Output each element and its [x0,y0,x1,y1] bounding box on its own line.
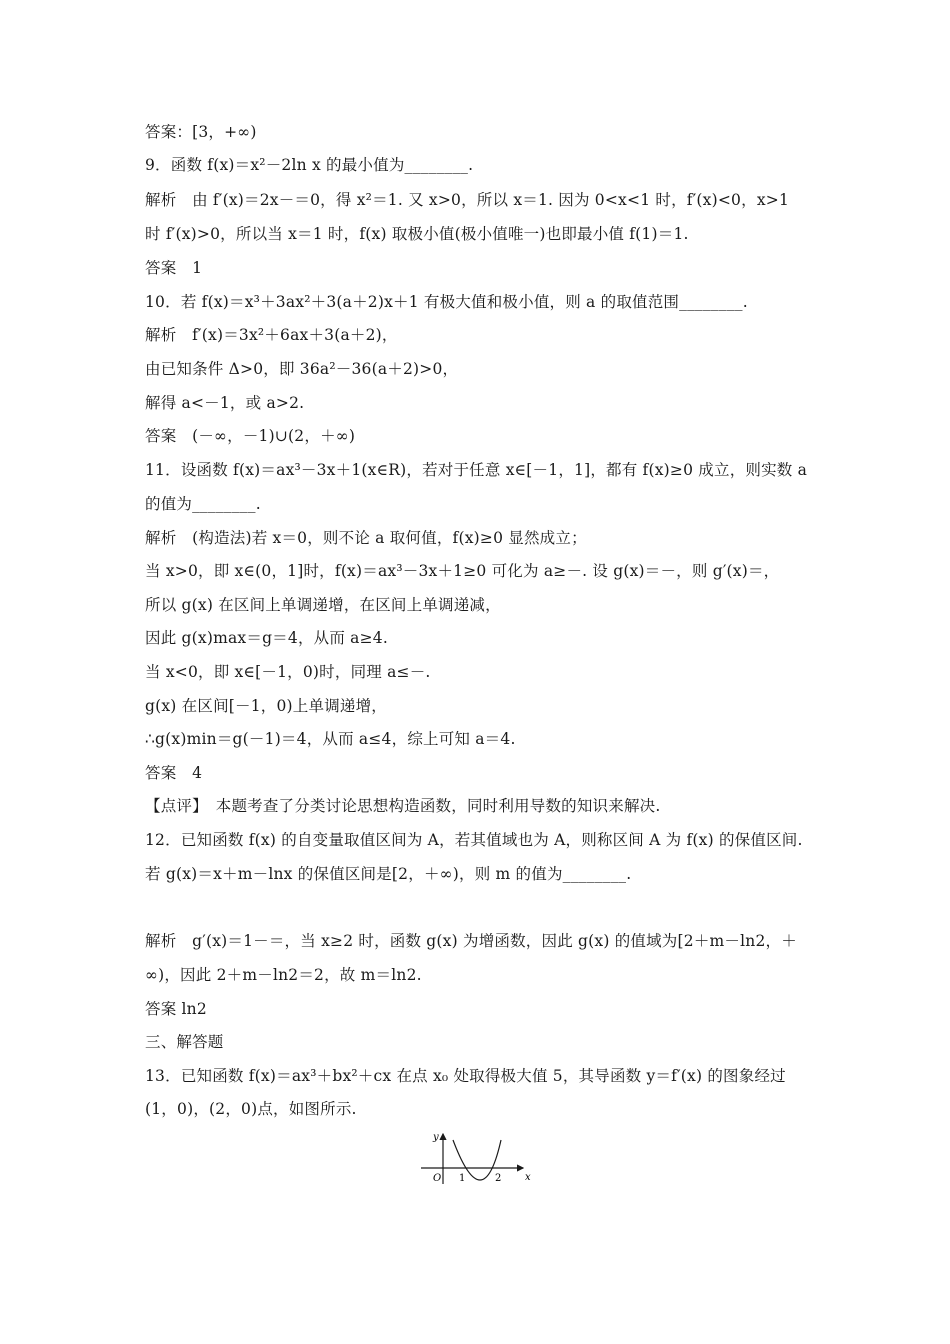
answer-11: 答案 4 [145,764,203,782]
question-12-line-1: 12．已知函数 f(x) 的自变量取值区间为 A，若其值域也为 A，则称区间 A 为 f(x) 的保值区间. [145,831,803,849]
x-tick-2: 2 [495,1173,502,1184]
solution-11-line-7: ∴g(x)min＝g(－1)＝4，从而 a≤4，综上可知 a＝4. [145,730,516,748]
y-axis-label: y [433,1132,439,1143]
answer-9: 答案 1 [145,259,203,277]
solution-11-line-4: 因此 g(x)max＝g＝4，从而 a≥4. [145,629,388,647]
solution-9-line-2: 时 f′(x)>0，所以当 x＝1 时，f(x) 取极小值(极小值唯一)也即最小值 f(1)＝1. [145,225,689,243]
solution-11-line-2: 当 x>0，即 x∈(0，1]时，f(x)＝ax³－3x＋1≥0 可化为 a≥－. 设 g(x)＝－，则 g′(x)＝， [145,562,780,580]
question-11-line-2: 的值为________. [145,495,261,513]
answer-8: 答案：[3，+∞) [145,123,257,141]
answer-10: 答案 (－∞，－1)∪(2，＋∞) [145,427,356,445]
solution-10-line-1: 解析 f′(x)＝3x²＋6ax＋3(a＋2)， [145,326,398,344]
solution-12-line-1: 解析 g′(x)＝1－＝，当 x≥2 时，函数 g(x) 为增函数，因此 g(x) 的值域为[2＋m－ln2，＋ [145,932,797,950]
solution-11-line-1: 解析 (构造法)若 x＝0，则不论 a 取何值，f(x)≥0 显然成立； [145,529,587,547]
solution-11-line-3: 所以 g(x) 在区间上单调递增，在区间上单调递减， [145,596,501,614]
derivative-graph-figure [415,1128,537,1188]
question-9: 9．函数 f(x)＝x²－2ln x 的最小值为________. [145,156,474,174]
solution-12-line-2: ∞)，因此 2＋m－ln2＝2，故 m＝ln2. [145,966,422,984]
origin-label: O [433,1173,442,1184]
solution-9-line-1: 解析 由 f′(x)＝2x－＝0，得 x²＝1. 又 x>0，所以 x＝1. 因为 0<x<1 时，f′(x)<0，x>1 [145,191,790,209]
question-13-line-2: (1，0)，(2，0)点，如图所示. [145,1100,357,1118]
question-10: 10．若 f(x)＝x³＋3ax²＋3(a＋2)x＋1 有极大值和极小值，则 a 的取值范围________. [145,293,748,311]
comment-11: 【点评】 本题考查了分类讨论思想构造函数，同时利用导数的知识来解决. [145,797,661,815]
section-heading-3: 三、解答题 [145,1033,224,1051]
question-12-line-2: 若 g(x)＝x＋m－lnx 的保值区间是[2，＋∞)，则 m 的值为________. [145,865,632,883]
solution-10-line-2: 由已知条件 Δ>0，即 36a²－36(a＋2)>0， [145,360,459,378]
x-axis-label: x [525,1172,531,1183]
x-tick-1: 1 [459,1173,466,1184]
solution-11-line-6: g(x) 在区间[－1，0)上单调递增， [145,697,388,715]
answer-12: 答案 ln2 [145,1000,207,1018]
question-11-line-1: 11．设函数 f(x)＝ax³－3x＋1(x∈R)，若对于任意 x∈[－1，1]，都有 f(x)≥0 成立，则实数 a [145,461,808,479]
question-13-line-1: 13．已知函数 f(x)＝ax³＋bx²＋cx 在点 x₀ 处取得极大值 5，其导函数 y＝f′(x) 的图象经过 [145,1067,786,1085]
solution-11-line-5: 当 x<0，即 x∈[－1，0)时，同理 a≤－. [145,663,431,681]
solution-10-line-3: 解得 a<－1，或 a>2. [145,394,305,412]
